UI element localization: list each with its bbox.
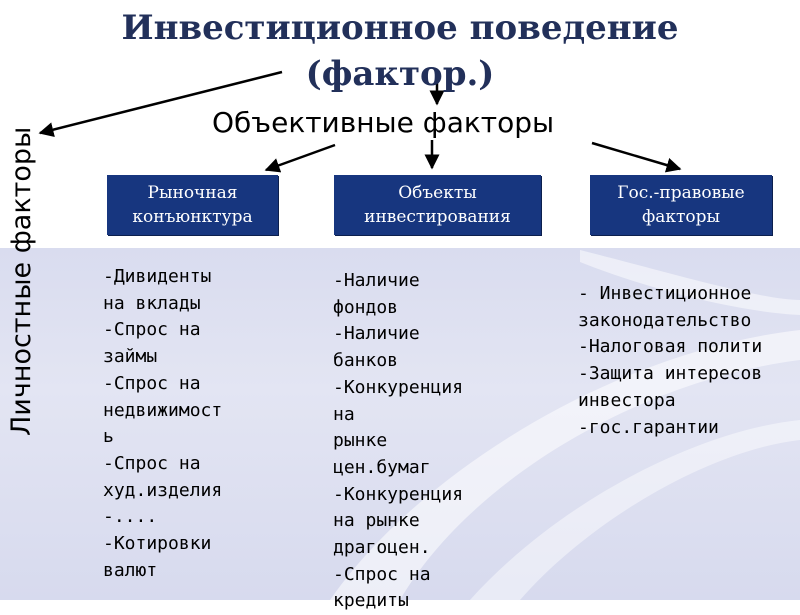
list-item: на: [333, 403, 355, 425]
list-item: фондов: [333, 296, 399, 318]
list-item: кредиты: [333, 590, 409, 612]
investment-objects-line-1: Объекты: [398, 183, 477, 203]
investment-objects-list: [333, 268, 464, 612]
list-item: банков: [333, 350, 399, 372]
list-item: -Спрос на: [103, 372, 201, 394]
state-legal-factors-box: [590, 175, 772, 235]
list-item: ь: [103, 426, 114, 448]
list-item: -гос.гарантии: [578, 416, 719, 438]
list-item: цен.бумаг: [333, 456, 431, 478]
list-item: инвестора: [578, 389, 676, 411]
main-title-line-2: (фактор.): [305, 54, 495, 94]
list-item: -Спрос на: [103, 319, 201, 341]
investment-objects-box: [334, 175, 541, 235]
list-item: валют: [103, 559, 158, 581]
objective-factors-heading: Объективные факторы: [212, 106, 555, 139]
list-item: -....: [103, 506, 158, 528]
state-legal-factors-line-2: факторы: [641, 207, 721, 227]
list-item: -Конкуренция: [333, 376, 464, 398]
list-item: -Защита интересов: [578, 363, 763, 385]
state-legal-factors-line-1: Гос.-правовые: [617, 183, 745, 203]
market-conditions-line-1: Рыночная: [147, 183, 238, 203]
list-item: -Конкуренция: [333, 483, 464, 505]
arrow-to-state-legal-factors: [592, 143, 680, 169]
list-item: - Инвестиционное: [578, 283, 752, 304]
list-item: -Дивиденты: [103, 266, 212, 287]
list-item: -Спрос на: [103, 452, 201, 474]
list-item: -Наличие: [333, 323, 420, 345]
list-item: -Котировки: [103, 533, 212, 555]
investment-objects-line-2: инвестирования: [364, 207, 511, 227]
list-item: -Налоговая полити: [578, 336, 763, 358]
list-item: на вклады: [103, 292, 201, 314]
personal-factors-label: Личностные факторы: [6, 126, 37, 436]
list-item: худ.изделия: [103, 479, 223, 501]
list-item: на рынке: [333, 510, 420, 532]
list-item: -Наличие: [333, 270, 420, 291]
market-conditions-line-2: конъюнктура: [132, 207, 253, 227]
list-item: займы: [103, 346, 158, 368]
market-conditions-list: [103, 264, 222, 584]
list-item: недвижимост: [103, 399, 223, 421]
list-item: рынке: [333, 430, 388, 452]
arrow-to-market-conditions: [266, 145, 335, 170]
state-legal-factors-list: [578, 281, 800, 441]
list-item: драгоцен.: [333, 537, 431, 559]
list-item: законодательство: [578, 309, 752, 331]
main-title-line-1: Инвестиционное поведение: [121, 8, 679, 48]
list-item: -Спрос на: [333, 563, 431, 585]
market-conditions-box: [107, 175, 278, 235]
